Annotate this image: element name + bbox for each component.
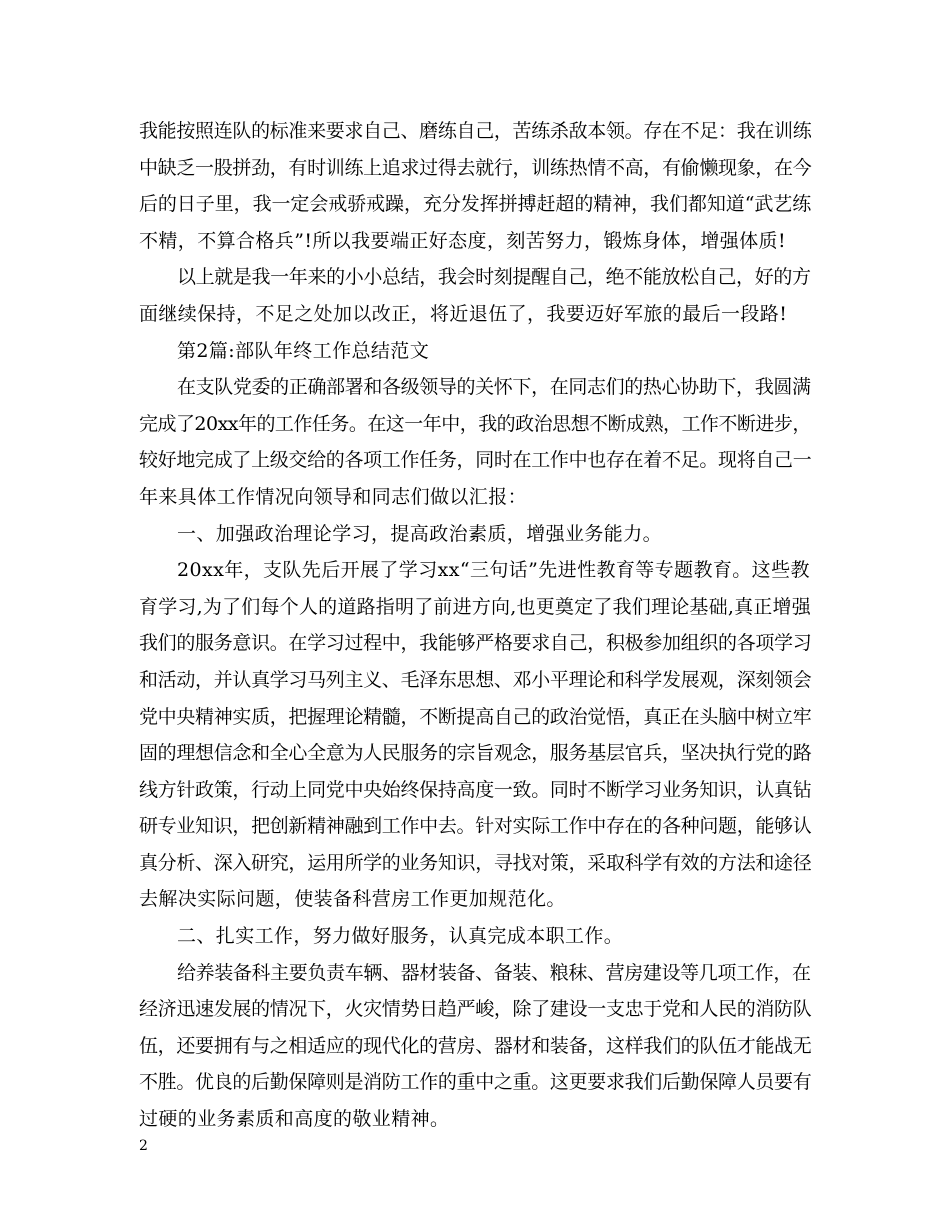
text-line: 我们的服务意识。在学习过程中，我能够严格要求自己，积极参加组织的各项学习 [139, 632, 812, 655]
text-line: 真分析、深入研究，运用所学的业务知识，寻找对策，采取科学有效的方法和途径 [139, 851, 812, 874]
text-line: 过硬的业务素质和高度的敬业精神。 [139, 1108, 450, 1131]
text-line: 较好地完成了上级交给的各项工作任务，同时在工作中也存在着不足。现将自己一 [139, 449, 812, 472]
text-line: 育学习,为了们每个人的道路指明了前进方向,也更奠定了我们理论基础,真正增强 [139, 595, 811, 618]
text-line: 完成了20xx年的工作任务。在这一年中，我的政治思想不断成熟，工作不断进步， [139, 412, 811, 435]
text-line: 一、加强政治理论学习，提高政治素质，增强业务能力。 [177, 522, 663, 545]
text-line: 在支队党委的正确部署和各级领导的关怀下，在同志们的热心协助下，我圆满 [177, 376, 811, 399]
text-line: 去解决实际问题，使装备科营房工作更加规范化。 [139, 888, 566, 911]
text-line: 以上就是我一年来的小小总结，我会时刻提醒自己，绝不能放松自己，好的方 [177, 266, 811, 289]
text-line: 线方针政策，行动上同党中央始终保持高度一致。同时不断学习业务知识，认真钻 [139, 778, 812, 801]
text-line: 不胜。优良的后勤保障则是消防工作的重中之重。这更要求我们后勤保障人员要有 [139, 1071, 812, 1094]
text-line: 第2篇:部队年终工作总结范文 [177, 339, 430, 362]
text-line: 党中央精神实质，把握理论精髓，不断提高自己的政治觉悟，真正在头脑中树立牢 [139, 705, 812, 728]
text-line: 面继续保持，不足之处加以改正，将近退伍了，我要迈好军旅的最后一段路! [139, 302, 788, 325]
text-line: 固的理想信念和全心全意为人民服务的宗旨观念，服务基层官兵，坚决执行党的路 [139, 742, 812, 765]
text-line: 给养装备科主要负责车辆、器材装备、备装、粮秣、营房建设等几项工作，在 [177, 961, 811, 984]
text-line: 年来具体工作情况向领导和同志们做以汇报： [139, 485, 528, 508]
document-body [139, 113, 811, 1138]
text-line: 中缺乏一股拼劲，有时训练上追求过得去就行，训练热情不高，有偷懒现象，在今 [139, 156, 812, 179]
text-line: 研专业知识，把创新精神融到工作中去。针对实际工作中存在的各种问题，能够认 [139, 815, 812, 838]
text-line: 二、扎实工作，努力做好服务，认真完成本职工作。 [177, 925, 624, 948]
text-line: 我能按照连队的标准来要求自己、磨练自己，苦练杀敌本领。存在不足：我在训练 [139, 120, 812, 142]
page-number: 2 [139, 1138, 148, 1154]
text-line: 伍，还要拥有与之相适应的现代化的营房、器材和装备，这样我们的队伍才能战无 [139, 1034, 812, 1057]
text-line: 不精，不算合格兵”!所以我要端正好态度，刻苦努力，锻炼身体，增强体质! [139, 229, 786, 252]
text-line: 和活动，并认真学习马列主义、毛泽东思想、邓小平理论和科学发展观，深刻领会 [139, 668, 812, 691]
text-line: 后的日子里，我一定会戒骄戒躁，充分发挥拼搏赶超的精神，我们都知道“武艺练 [139, 193, 812, 216]
text-line: 20xx年，支队先后开展了学习xx“三句话”先进性教育等专题教育。这些教 [177, 559, 810, 582]
text-line: 经济迅速发展的情况下，火灾情势日趋严峻，除了建设一支忠于党和人民的消防队 [139, 998, 812, 1021]
